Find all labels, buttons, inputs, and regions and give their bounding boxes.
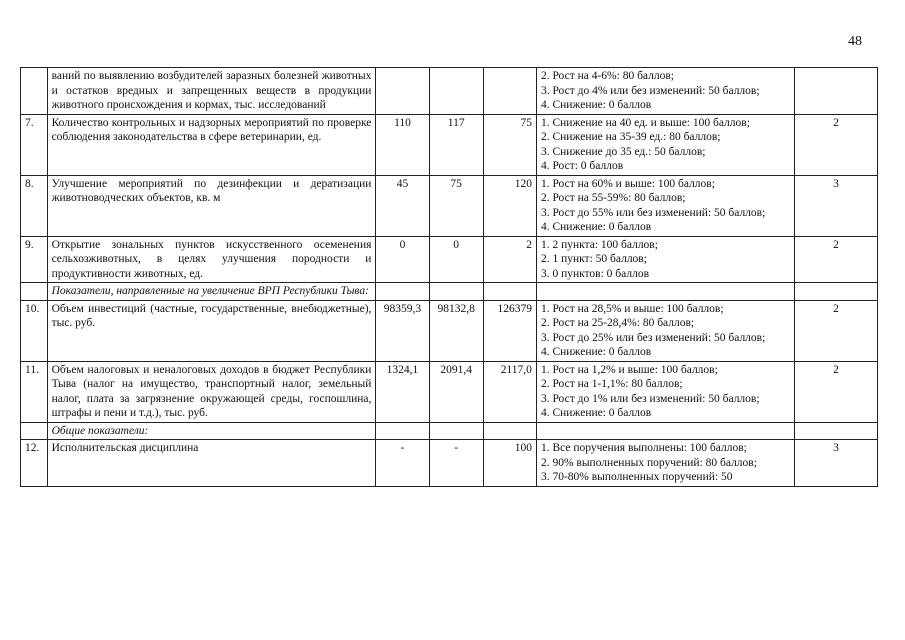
value-year-3: 100 (483, 440, 536, 487)
empty-cell (429, 283, 483, 301)
criterion-line: 4. Рост: 0 баллов (540, 160, 624, 172)
value-year-2: 0 (429, 236, 483, 283)
table-row (21, 300, 878, 361)
weight: 2 (794, 361, 877, 422)
table-row (21, 361, 878, 422)
empty-cell (483, 283, 536, 301)
value-year-3: 120 (483, 175, 536, 236)
section-row (21, 422, 878, 440)
indicator-name: Объем инвестиций (частные, государственные, внебюджетные), тыс. руб. (47, 300, 376, 361)
criterion-line: 3. Рост до 4% или без изменений: 50 баллов; (540, 84, 760, 97)
value-year-2: 117 (429, 114, 483, 175)
value-year-1: 1324,1 (376, 361, 429, 422)
weight: 2 (794, 300, 877, 361)
value-year-3: 75 (483, 114, 536, 175)
empty-cell (536, 422, 794, 440)
value-year-3: 126379 (483, 300, 536, 361)
value-year-3: 2 (483, 236, 536, 283)
empty-cell (794, 422, 877, 440)
empty-cell (794, 283, 877, 301)
empty-cell (376, 283, 429, 301)
value-year-2: - (429, 440, 483, 487)
value-year-2: 75 (429, 175, 483, 236)
section-heading: Показатели, направленные на увеличение ВРП Республики Тыва: (47, 283, 376, 301)
weight: 3 (794, 440, 877, 487)
value-year-1 (376, 68, 429, 115)
criterion-line: 1. 2 пункта: 100 баллов; (540, 238, 658, 251)
criterion-line: 3. Рост до 25% или без изменений: 50 баллов; (540, 331, 766, 344)
empty-cell (376, 422, 429, 440)
criterion-line: 1. Рост на 60% и выше: 100 баллов; (540, 177, 715, 190)
scoring-criteria (536, 361, 794, 422)
section-row (21, 283, 878, 301)
criterion-line: 4. Снижение: 0 баллов (540, 99, 652, 111)
indicator-name: ваний по выявлению возбудителей заразных болезней животных и остатков вредных и запрещенных веществ в продукции животного происхождения и кормах, тыс. исследований (47, 68, 376, 115)
value-year-1: 45 (376, 175, 429, 236)
criterion-line: 3. Рост до 1% или без изменений: 50 баллов; (540, 392, 760, 405)
row-number: 7. (21, 114, 48, 175)
scoring-criteria (536, 68, 794, 115)
row-number: 8. (21, 175, 48, 236)
indicator-name: Количество контрольных и надзорных мероприятий по проверке соблюдения законодательства в сфере ветеринарии, ед. (47, 114, 376, 175)
table-row (21, 68, 878, 115)
criterion-line: 3. 0 пунктов: 0 баллов (540, 267, 650, 280)
row-number: 11. (21, 361, 48, 422)
weight (794, 68, 877, 115)
criterion-line: 4. Снижение: 0 баллов (540, 346, 652, 358)
criterion-line: 2. 90% выполненных поручений: 80 баллов; (540, 456, 757, 469)
criterion-line: 1. Рост на 1,2% и выше: 100 баллов; (540, 363, 718, 376)
weight: 3 (794, 175, 877, 236)
criterion-line: 1. Рост на 28,5% и выше: 100 баллов; (540, 302, 724, 315)
row-number: 12. (21, 440, 48, 487)
section-heading: Общие показатели: (47, 422, 376, 440)
value-year-3 (483, 68, 536, 115)
scoring-criteria (536, 175, 794, 236)
scoring-criteria (536, 440, 794, 487)
scoring-criteria (536, 300, 794, 361)
row-number-cell (21, 283, 48, 301)
scoring-criteria (536, 114, 794, 175)
criterion-line: 4. Снижение: 0 баллов (540, 221, 652, 233)
weight: 2 (794, 114, 877, 175)
indicator-name: Объем налоговых и неналоговых доходов в бюджет Республики Тыва (налог на имущество, транспортный налог, земельный налог, плата за загрязнение окружающей среды, госпошлина, штрафы и пени и т.д.), тыс. руб. (47, 361, 376, 422)
criterion-line: 2. Снижение на 35-39 ед.: 80 баллов; (540, 131, 721, 143)
row-number: 9. (21, 236, 48, 283)
indicators-table (20, 67, 878, 487)
indicator-name: Открытие зональных пунктов искусственного осеменения сельхозживотных, в целях улучшения породности и продуктивности животных, ед. (47, 236, 376, 283)
criterion-line: 1. Снижение на 40 ед. и выше: 100 баллов; (540, 116, 750, 129)
criterion-line: 3. Снижение до 35 ед.: 50 баллов; (540, 145, 706, 158)
criterion-line: 2. Рост на 1-1,1%: 80 баллов; (540, 378, 683, 390)
table-row (21, 175, 878, 236)
empty-cell (536, 283, 794, 301)
value-year-1: - (376, 440, 429, 487)
criterion-line: 2. Рост на 55-59%: 80 баллов; (540, 192, 686, 204)
value-year-1: 0 (376, 236, 429, 283)
table-row (21, 236, 878, 283)
criterion-line: 2. Рост на 4-6%: 80 баллов; (540, 70, 674, 82)
indicator-name: Исполнительская дисциплина (47, 440, 376, 487)
row-number-cell (21, 422, 48, 440)
criterion-line: 2. Рост на 25-28,4%: 80 баллов; (540, 317, 695, 329)
criterion-line: 3. 70-80% выполненных поручений: 50 (540, 471, 733, 483)
criterion-line: 3. Рост до 55% или без изменений: 50 баллов; (540, 206, 766, 219)
page-number: 48 (848, 34, 862, 49)
table-row (21, 440, 878, 487)
row-number: 10. (21, 300, 48, 361)
value-year-2 (429, 68, 483, 115)
criterion-line: 1. Все поручения выполнены: 100 баллов; (540, 442, 747, 454)
criterion-line: 2. 1 пункт: 50 баллов; (540, 253, 647, 265)
value-year-1: 98359,3 (376, 300, 429, 361)
value-year-1: 110 (376, 114, 429, 175)
value-year-2: 2091,4 (429, 361, 483, 422)
indicators-table-body (21, 68, 878, 487)
weight: 2 (794, 236, 877, 283)
empty-cell (429, 422, 483, 440)
empty-cell (483, 422, 536, 440)
criterion-line: 4. Снижение: 0 баллов (540, 407, 652, 419)
value-year-2: 98132,8 (429, 300, 483, 361)
row-number (21, 68, 48, 115)
value-year-3: 2117,0 (483, 361, 536, 422)
table-row (21, 114, 878, 175)
scoring-criteria (536, 236, 794, 283)
indicator-name: Улучшение мероприятий по дезинфекции и дератизации животноводческих объектов, кв. м (47, 175, 376, 236)
